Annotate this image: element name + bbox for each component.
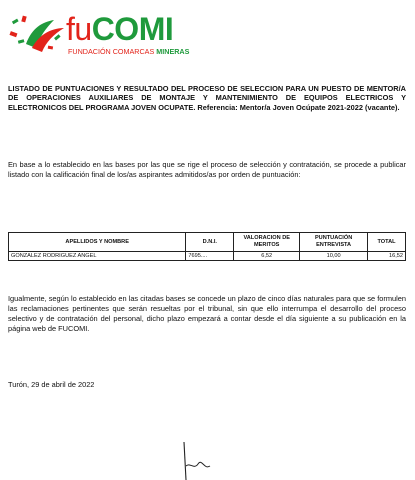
fucomi-logo-mark-icon: [8, 14, 66, 54]
closing-paragraph: Igualmente, según lo establecido en las citadas bases se concede un plazo de cinco días naturales para que se formulen las reclamaciones pertinentes que serán resueltas por el tribunal, sin que ello interrumpa el desarrollo del proceso selectivo y de contratación del personal, dicho plazo empezará a contar desde el día siguiente a su publicación en la página web de FUCOMI.: [8, 294, 406, 333]
cell-interview: 10,00: [300, 252, 368, 261]
logo-subtitle: FUNDACIÓN COMARCAS MINERAS: [68, 47, 190, 56]
cell-name: GONZALEZ RODRIGUEZ ANGEL: [9, 252, 186, 261]
signature-icon: [176, 440, 220, 480]
table-header-row: [9, 233, 406, 252]
document-date: Turón, 29 de abril de 2022: [8, 380, 95, 389]
intro-paragraph: En base a lo establecido en las bases por las que se rige el proceso de selección y contratación, se procede a publicar listado con la calificación final de los/as aspirantes admitidos/as por orden de puntuación:: [8, 160, 406, 179]
logo-wordmark: fuCOMI: [66, 11, 174, 47]
cell-dni: 7695....: [186, 252, 234, 261]
fucomi-logo: [6, 8, 216, 60]
column-header-total: TOTAL: [368, 233, 406, 252]
column-header-merits: VALORACION DE MERITOS: [234, 233, 300, 252]
column-header-dni: D.N.I.: [186, 233, 234, 252]
cell-total: 16,52: [368, 252, 406, 261]
table-row: [9, 252, 406, 261]
document-title: LISTADO DE PUNTUACIONES Y RESULTADO DEL PROCESO DE SELECCION PARA UN PUESTO DE MENTOR/A DE OPERACIONES AUXILIARES DE MONTAJE Y MANTENIMIENTO DE EQUIPOS ELECTRICOS Y ELECTRONICOS DEL PROGRAMA JOVEN OCUPATE. Referencia: Mentor/a Joven Ocúpate 2021-2022 (vacante).: [8, 84, 406, 112]
column-header-name: APELLIDOS Y NOMBRE: [9, 233, 186, 252]
results-table: [8, 232, 406, 261]
column-header-interview: PUNTUACIÓN ENTREVISTA: [300, 233, 368, 252]
cell-merits: 6,52: [234, 252, 300, 261]
